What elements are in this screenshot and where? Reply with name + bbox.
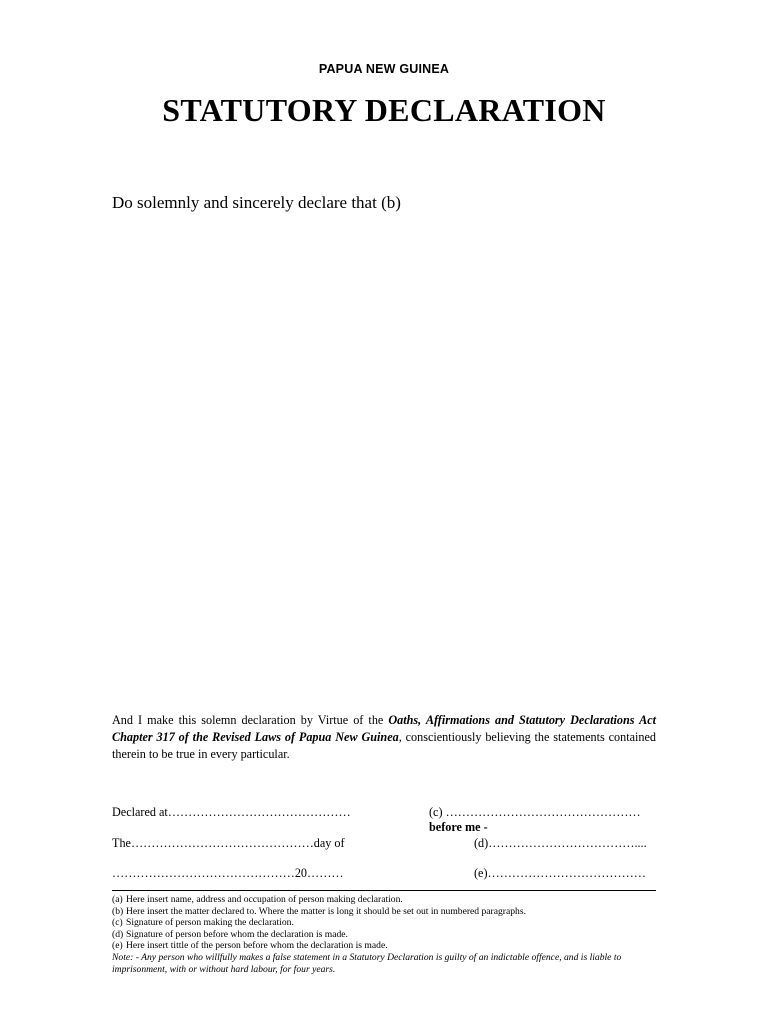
footnote-text: Here insert the matter declared to. Where the matter is long it should be set out in numbered paragraphs.: [126, 905, 526, 917]
footnote-text: Signature of person before whom the declaration is made.: [126, 928, 348, 940]
the-day-field: The………………………………………day of: [112, 836, 345, 850]
footnote-text: Signature of person making the declaration.: [126, 917, 294, 929]
footnote-key: (d): [112, 928, 124, 940]
footnote-item: [112, 940, 656, 952]
footnote-item: [112, 929, 656, 941]
footnote-item: [112, 894, 656, 906]
footnote-divider: [112, 890, 656, 891]
title-e-field: (e)…………………………………: [474, 866, 646, 880]
declaration-intro: Do solemnly and sincerely declare that (b): [112, 193, 401, 212]
year-field: ………………………………………20………: [112, 866, 344, 880]
footnote-key: (a): [112, 894, 123, 905]
act-name: Oaths, Affirmations and Statutory Declarations Act Chapter 317 of the Revised Laws of Papua New Guinea: [112, 713, 656, 744]
before-me-label: before me -: [429, 820, 488, 834]
signature-d-field: (d)………………………………....: [474, 836, 647, 850]
declared-at-field: Declared at………………………………………: [112, 805, 351, 819]
document-title: STATUTORY DECLARATION: [162, 92, 606, 128]
footnote-item: [112, 917, 656, 929]
footnote-text: Here insert tittle of the person before whom the declaration is made.: [126, 940, 388, 952]
paragraph-tail: , conscientiously believing the statements contained therein to be true in every particular.: [112, 730, 657, 761]
footnote-text: Here insert name, address and occupation of person making declaration.: [126, 894, 403, 905]
declaration-paragraph: [112, 712, 656, 763]
footnote-item: [112, 906, 656, 918]
footnote-key: (b): [112, 905, 124, 917]
paragraph-lead: And I make this solemn declaration by Virtue of the: [112, 713, 389, 727]
country-heading: PAPUA NEW GUINEA: [318, 62, 450, 76]
footnotes: [112, 894, 656, 975]
footnote-key: (e): [112, 940, 123, 952]
footnote-key: (c): [112, 917, 123, 929]
signature-c-field: (c) …………………………………………: [429, 805, 641, 819]
legal-warning-note: Note: - Any person who willfully makes a false statement in a Statutory Declaration is guilty of an indictable offence, and is liable to imprisonment, with or without hard labour, for four years.: [112, 951, 622, 975]
